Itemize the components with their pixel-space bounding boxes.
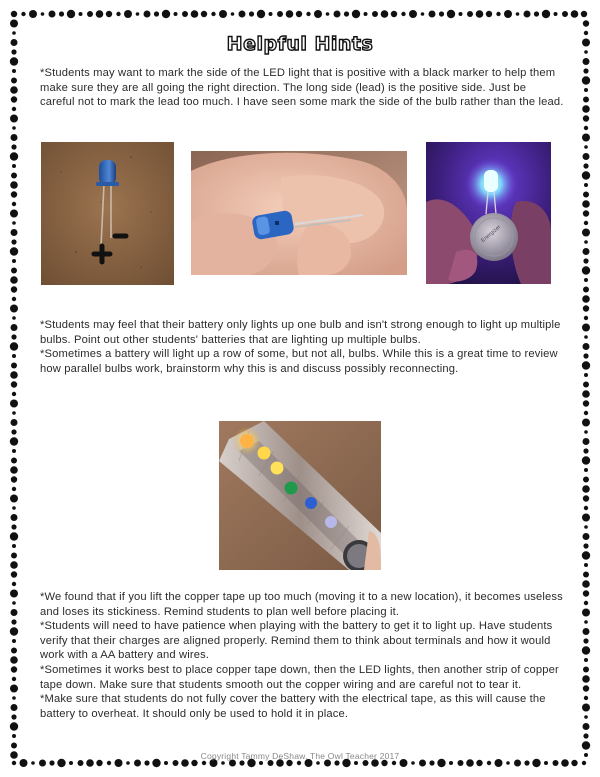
hint-paragraph: *Sometimes it works best to place copper tape down, then the LED lights, then another strip of copper tape down. Make sure that students smooth out the copper wiring and are careful not to tear it.: [40, 663, 559, 691]
row-of-leds-on-copper-tape-photo: [219, 421, 381, 570]
hint-paragraph: *Students may feel that their battery only lights up one bulb and isn't strong enough to light up multiple bulbs. Point out other students' batteries that are lighting up multiple bulbs.: [40, 319, 561, 346]
hint-paragraph: *Students will need to have patience when playing with the battery to get it to light up. Have students verify that their charges are aligned properly. Remind them to think about terminals and how it would work with a AA battery and wires.: [40, 620, 553, 662]
middle-hints: [40, 318, 564, 376]
hint-paragraph: *Make sure that students do not fully cover the battery with the electrical tape, as this will cause the battery to overheat. It should only be used to hold it in place.: [40, 693, 546, 720]
bottom-hints: [40, 590, 564, 721]
battery-brand-text: Energizer: [480, 224, 503, 244]
lit-led-on-coin-battery-photo: [426, 142, 551, 284]
led-marked-plus-minus-photo: [41, 142, 174, 285]
hint-paragraph: *Students may want to mark the side of the LED light that is positive with a black marker to help them make sure they are all going the right direction. The long side (lead) is the positive side. Just be careful not to mark the lead too much. I have seen some mark the side of the bulb rather than the lead.: [40, 67, 564, 109]
hint-paragraph: *Sometimes a battery will light up a row of some, but not all, bulbs. While this is a great time to review how parallel bulbs work, brainstorm why this is and discuss possibly reconnecting.: [40, 348, 558, 375]
page-title: Helpful Hints: [226, 33, 374, 55]
top-hints: [40, 66, 564, 110]
hint-paragraph: *We found that if you lift the copper tape up too much (moving it to a new location), it becomes useless and loses its stickiness. Remind students to plan well before placing it.: [40, 591, 563, 618]
hand-holding-led-photo: [191, 151, 407, 275]
copyright-text: Copyright Tammy DeShaw, The Owl Teacher 2017: [200, 751, 400, 761]
